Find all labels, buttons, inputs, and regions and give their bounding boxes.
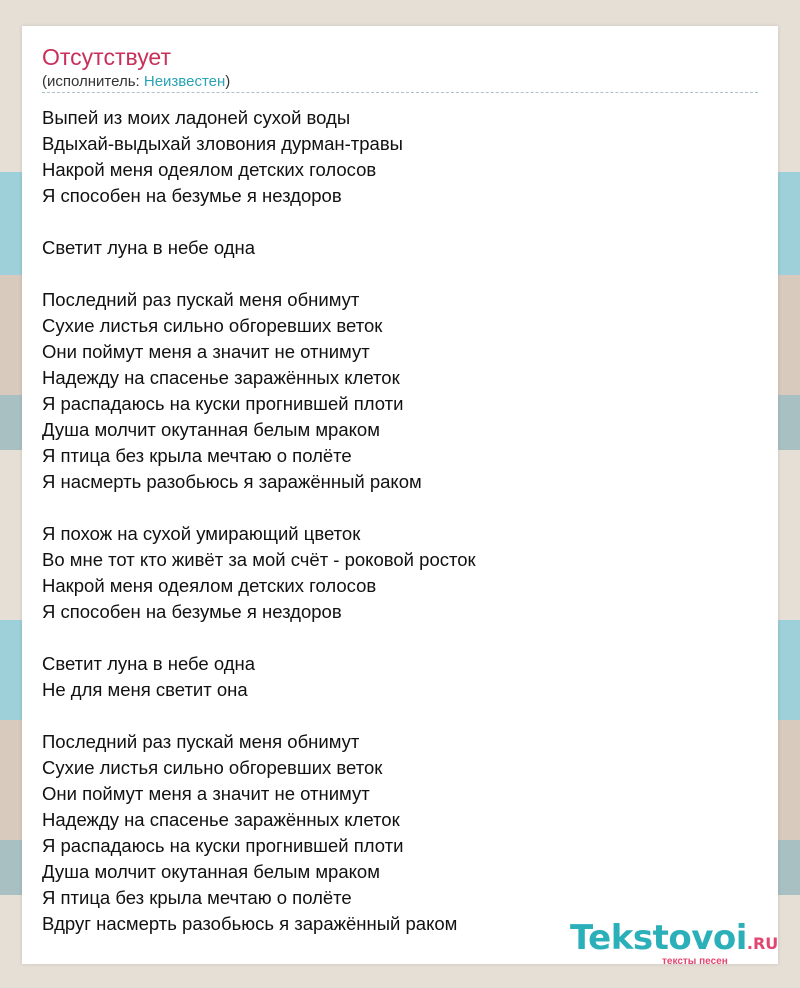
lyric-line: Я насмерть разобьюсь я заражённый раком	[42, 471, 422, 492]
lyric-line: Светит луна в небе одна	[42, 237, 256, 258]
lyric-line: Во мне тот кто живёт за мой счёт - роковой росток	[42, 549, 476, 570]
lyric-line: Я птица без крыла мечтаю о полёте	[42, 887, 352, 908]
stanza-break	[42, 495, 476, 521]
artist-link[interactable]: Неизвестен	[143, 73, 226, 90]
lyric-line: Надежду на спасенье заражённых клеток	[42, 809, 400, 830]
lyric-line: Я способен на безумье я нездоров	[42, 601, 342, 622]
stanza-break	[42, 625, 476, 651]
song-title: Отсутствует	[42, 44, 171, 70]
stanza-break	[42, 703, 476, 729]
lyrics-text	[42, 105, 476, 937]
lyric-line: Они поймут меня а значит не отнимут	[42, 783, 370, 804]
lyric-line: Сухие листья сильно обгоревших веток	[42, 315, 383, 336]
artist-line	[42, 73, 230, 91]
site-logo[interactable]	[570, 918, 779, 967]
stanza-break	[42, 261, 476, 287]
logo-tld: .RU	[746, 934, 779, 953]
logo-name: Tekstovoi	[570, 918, 747, 958]
artist-suffix: )	[225, 73, 231, 90]
logo-tagline: тексты песен	[662, 956, 728, 967]
lyric-line: Не для меня светит она	[42, 679, 248, 700]
lyric-line: Я похож на сухой умирающий цветок	[42, 523, 361, 544]
lyric-line: Накрой меня одеялом детских голосов	[42, 575, 377, 596]
lyric-line: Они поймут меня а значит не отнимут	[42, 341, 370, 362]
lyric-line: Надежду на спасенье заражённых клеток	[42, 367, 400, 388]
lyric-line: Душа молчит окутанная белым мраком	[42, 419, 380, 440]
lyric-line: Я птица без крыла мечтаю о полёте	[42, 445, 352, 466]
lyric-line: Накрой меня одеялом детских голосов	[42, 159, 377, 180]
lyric-line: Я способен на безумье я нездоров	[42, 185, 342, 206]
lyrics-card	[22, 26, 779, 967]
lyric-line: Последний раз пускай меня обнимут	[42, 289, 360, 310]
lyric-line: Выпей из моих ладоней сухой воды	[42, 107, 351, 128]
stanza-break	[42, 209, 476, 235]
divider	[42, 92, 758, 93]
lyric-line: Вдруг насмерть разобьюсь я заражённый раком	[42, 913, 458, 934]
lyric-line: Сухие листья сильно обгоревших веток	[42, 757, 383, 778]
lyric-line: Последний раз пускай меня обнимут	[42, 731, 360, 752]
lyric-line: Душа молчит окутанная белым мраком	[42, 861, 380, 882]
lyric-line: Светит луна в небе одна	[42, 653, 256, 674]
lyric-line: Я распадаюсь на куски прогнившей плоти	[42, 393, 404, 414]
lyric-line: Я распадаюсь на куски прогнившей плоти	[42, 835, 404, 856]
lyric-line: Вдыхай-выдыхай зловония дурман-травы	[42, 133, 403, 154]
artist-prefix: (исполнитель:	[42, 73, 144, 90]
